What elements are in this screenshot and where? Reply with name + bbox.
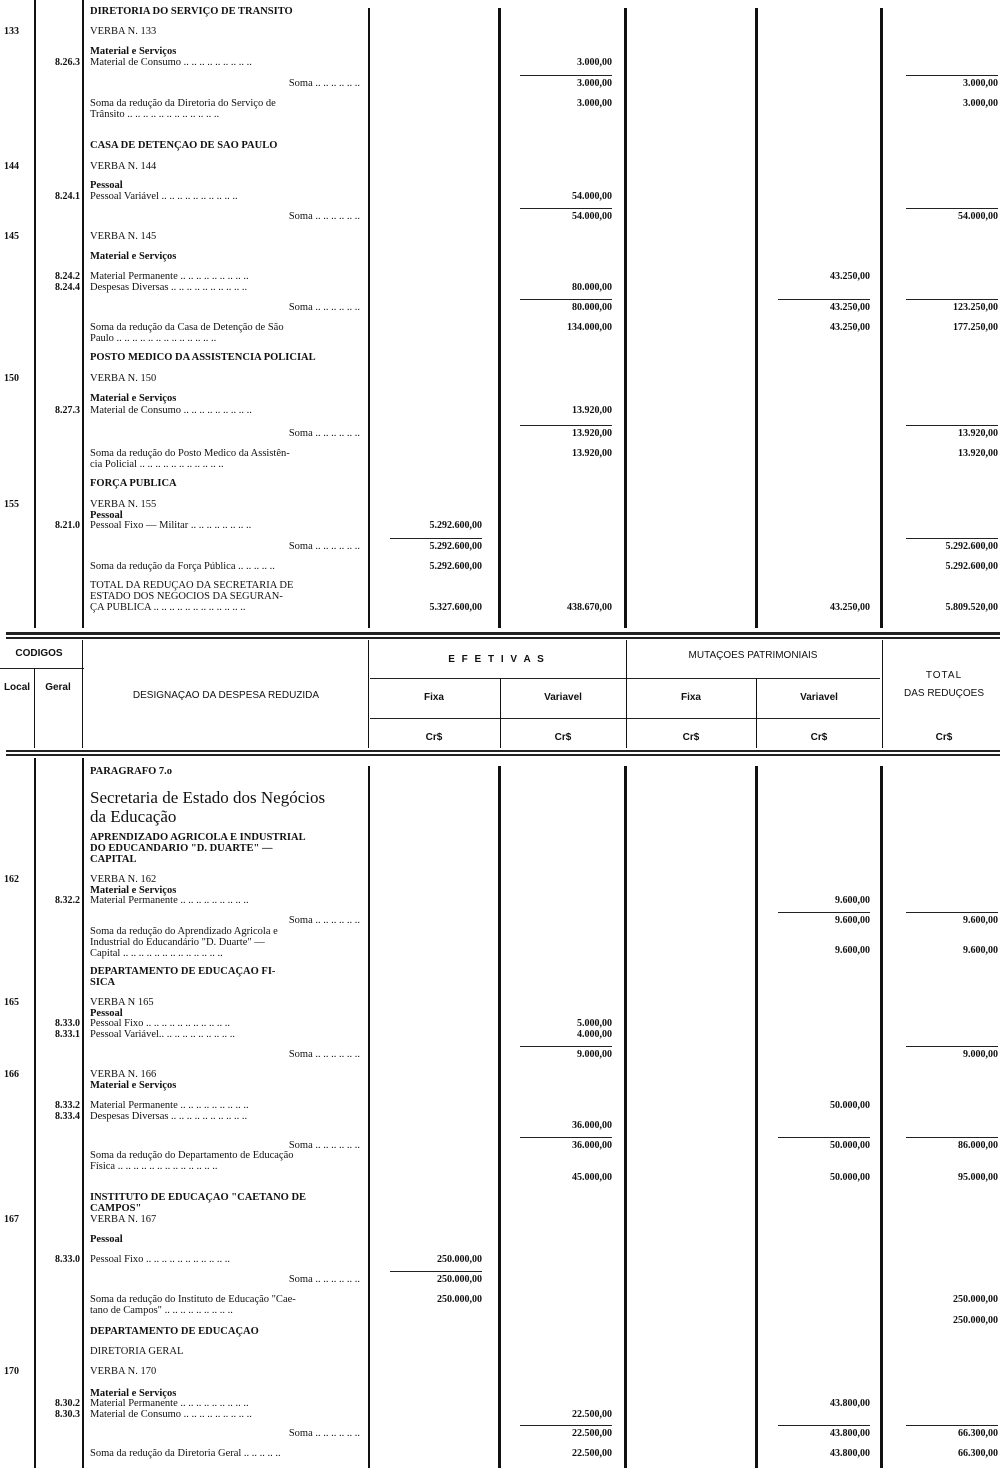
efetiva-variavel-value: 36.000,00 <box>572 1140 612 1151</box>
local-code: 166 <box>4 1069 19 1080</box>
sum-rule <box>906 299 998 300</box>
local-code: 145 <box>4 231 19 242</box>
expense-description: Secretaria de Estado dos Negócios da Educação <box>90 788 326 826</box>
geral-code: 8.32.2 <box>55 895 80 906</box>
efetiva-variavel-value: 3.000,00 <box>577 98 612 109</box>
column-rule <box>82 758 84 1468</box>
total-reducoes-value: 95.000,00 <box>958 1172 998 1183</box>
mutacao-variavel-value: 43.800,00 <box>830 1428 870 1439</box>
sum-rule <box>390 1271 482 1272</box>
header-codigos: CODIGOS <box>15 648 63 659</box>
expense-description: Soma .. .. .. .. .. .. <box>288 302 360 313</box>
expense-description: Material Permanente .. .. .. .. .. .. .. .. .. Despesas Diversas .. .. .. .. .. .. .. .. .. .. <box>90 1100 249 1122</box>
local-code: 162 <box>4 874 19 885</box>
total-reducoes-value: 9.600,00 <box>963 915 998 926</box>
column-rule <box>498 8 501 628</box>
sum-rule <box>906 75 998 76</box>
total-reducoes-value: 66.300,00 <box>958 1428 998 1439</box>
sum-rule <box>778 912 870 913</box>
local-code: 165 <box>4 997 19 1008</box>
local-code: 144 <box>4 161 19 172</box>
expense-description: Soma .. .. .. .. .. .. <box>288 78 360 89</box>
expense-description: PARAGRAFO 7.o <box>90 766 173 777</box>
column-rule <box>34 0 36 628</box>
header-rule <box>370 718 880 719</box>
total-reducoes-value: 54.000,00 <box>958 211 998 222</box>
expense-description: FORÇA PUBLICA <box>90 478 177 489</box>
expense-description: DIRETORIA DO SERVIÇO DE TRANSITO <box>90 6 293 17</box>
header-rule <box>370 678 880 679</box>
header-rule <box>6 754 1000 756</box>
expense-description: VERBA N. 145 <box>90 231 157 242</box>
expense-description: Soma da redução da Força Pública .. .. .. .. .. <box>90 561 275 572</box>
sum-rule <box>778 1137 870 1138</box>
column-rule <box>624 766 627 1468</box>
sum-rule <box>520 75 612 76</box>
efetiva-variavel-value: 9.000,00 <box>577 1049 612 1060</box>
column-rule <box>368 640 369 748</box>
expense-description: Soma da redução da Diretoria Geral .. .. .. .. .. <box>90 1448 281 1459</box>
expense-description: INSTITUTO DE EDUCAÇAO "CAETANO DE CAMPOS" <box>90 1192 307 1214</box>
expense-description: Material Permanente .. .. .. .. .. .. .. .. .. Despesas Diversas .. .. .. .. .. .. .. .. .. .. <box>90 271 249 293</box>
column-rule <box>368 766 370 1468</box>
expense-description: Material Permanente .. .. .. .. .. .. .. .. .. <box>90 895 249 906</box>
geral-code: 8.30.2 8.30.3 <box>55 1398 80 1420</box>
expense-description: Pessoal Fixo — Militar .. .. .. .. .. .. .. .. <box>90 520 252 531</box>
total-reducoes-value: 5.292.600,00 <box>945 561 998 572</box>
total-reducoes-value: 250.000,00 <box>953 1294 998 1305</box>
column-rule <box>82 0 84 628</box>
geral-code: 8.33.0 <box>55 1254 80 1265</box>
sum-rule <box>778 299 870 300</box>
header-mutacoes-fixa: Fixa <box>680 692 701 703</box>
header-rule <box>6 637 1000 639</box>
efetiva-variavel-value: 22.500,00 <box>572 1409 612 1420</box>
expense-description: VERBA N. 144 <box>90 161 157 172</box>
mutacao-variavel-value: 9.600,00 <box>835 945 870 956</box>
expense-description: Soma da redução do Instituto de Educação "Cae- tano de Campos" .. .. .. .. .. .. .. .. .. <box>90 1294 296 1316</box>
expense-description: VERBA N. 162 <box>90 874 157 885</box>
efetiva-variavel-value: 80.000,00 <box>572 282 612 293</box>
total-reducoes-value: 9.000,00 <box>963 1049 998 1060</box>
column-rule <box>880 766 883 1468</box>
expense-description: Soma .. .. .. .. .. .. <box>288 541 360 552</box>
efetiva-fixa-value: 250.000,00 <box>437 1274 482 1285</box>
total-reducoes-value: 9.600,00 <box>963 945 998 956</box>
expense-description: DEPARTAMENTO DE EDUCAÇAO <box>90 1326 259 1337</box>
total-reducoes-value: 86.000,00 <box>958 1140 998 1151</box>
column-rule <box>368 8 370 628</box>
total-reducoes-value: 5.809.520,00 <box>945 602 998 613</box>
column-rule <box>82 640 83 748</box>
expense-description: Material e Serviços <box>90 1388 177 1399</box>
column-rule <box>34 668 35 748</box>
expense-description: DEPARTAMENTO DE EDUCAÇAO FI- SICA <box>90 966 276 988</box>
sum-rule <box>906 1137 998 1138</box>
sum-rule <box>906 425 998 426</box>
expense-description: Material e Serviços <box>90 1080 177 1091</box>
total-reducoes-value: 13.920,00 <box>958 448 998 459</box>
mutacao-variavel-value: 43.800,00 <box>830 1398 870 1409</box>
efetiva-variavel-value: 54.000,00 <box>572 191 612 202</box>
efetiva-variavel-value: 22.500,00 <box>572 1428 612 1439</box>
sum-rule <box>906 912 998 913</box>
expense-description: TOTAL DA REDUÇAO DA SECRETARIA DE ESTADO DOS NEGOCIOS DA SEGURAN- ÇA PUBLICA .. .. .. .. .. .. .. .. .. .. .. .. <box>90 580 294 613</box>
total-reducoes-value: 13.920,00 <box>958 428 998 439</box>
efetiva-variavel-value: 22.500,00 <box>572 1448 612 1459</box>
expense-description: Material e Serviços <box>90 46 177 57</box>
header-rule <box>6 750 1000 752</box>
column-rule <box>755 8 758 628</box>
sum-rule <box>906 538 998 539</box>
efetiva-variavel-value: 134.000,00 <box>567 322 612 333</box>
sum-rule <box>906 1425 998 1426</box>
header-efetivas-fixa: Fixa <box>423 692 444 703</box>
mutacao-variavel-value: 50.000,00 <box>830 1100 870 1111</box>
mutacao-variavel-value: 43.250,00 <box>830 271 870 282</box>
mutacao-variavel-value: 50.000,00 <box>830 1172 870 1183</box>
header-total: TOTAL <box>925 670 963 681</box>
header-designacao: DESIGNAÇAO DA DESPESA REDUZIDA <box>132 690 320 701</box>
sum-rule <box>390 538 482 539</box>
geral-code: 8.33.2 8.33.4 <box>55 1100 80 1122</box>
efetiva-fixa-value: 5.327.600,00 <box>429 602 482 613</box>
local-code: 155 <box>4 499 19 510</box>
local-code: 150 <box>4 373 19 384</box>
column-rule <box>880 8 883 628</box>
header-mutacoes-variavel: Variavel <box>800 692 838 703</box>
header-cr-mut-variavel: Cr$ <box>810 732 828 743</box>
efetiva-variavel-value: 80.000,00 <box>572 302 612 313</box>
expense-description: Soma da redução do Departamento de Educação Física .. .. .. .. .. .. .. .. .. .. .. .. .. <box>90 1150 294 1172</box>
mutacao-variavel-value: 9.600,00 <box>835 915 870 926</box>
geral-code: 8.27.3 <box>55 405 80 416</box>
expense-description: Material Permanente .. .. .. .. .. .. .. .. .. Material de Consumo .. .. .. .. .. .. .. .. .. <box>90 1398 252 1420</box>
efetiva-variavel-value: 54.000,00 <box>572 211 612 222</box>
expense-description: Soma .. .. .. .. .. .. <box>288 1428 360 1439</box>
header-cr-fixa: Cr$ <box>425 732 443 743</box>
local-code: 133 <box>4 26 19 37</box>
efetiva-fixa-value: 5.292.600,00 <box>429 520 482 531</box>
expense-description: Soma .. .. .. .. .. .. <box>288 1049 360 1060</box>
expense-description: Material e Serviços <box>90 885 177 896</box>
expense-description: VERBA N. 166 <box>90 1069 157 1080</box>
efetiva-variavel-value: 13.920,00 <box>572 405 612 416</box>
expense-description: Material de Consumo .. .. .. .. .. .. .. .. .. <box>90 405 252 416</box>
expense-description: VERBA N. 155 <box>90 499 157 510</box>
column-rule <box>498 766 501 1468</box>
efetiva-variavel-value: 3.000,00 <box>577 78 612 89</box>
expense-description: Pessoal <box>90 1008 123 1019</box>
header-local: Local <box>3 682 31 693</box>
mutacao-variavel-value: 43.250,00 <box>830 302 870 313</box>
expense-description: Soma .. .. .. .. .. .. <box>288 428 360 439</box>
expense-description: Material e Serviços <box>90 251 177 262</box>
expense-description: Pessoal Fixo .. .. .. .. .. .. .. .. .. .. .. <box>90 1254 231 1265</box>
sum-rule <box>906 208 998 209</box>
expense-description: Soma da redução da Casa de Detenção de São Paulo .. .. .. .. .. .. .. .. .. .. .. .. .. <box>90 322 284 344</box>
mutacao-variavel-value: 50.000,00 <box>830 1140 870 1151</box>
sum-rule <box>778 1425 870 1426</box>
expense-description: Soma da redução do Posto Medico da Assistên- cia Policial .. .. .. .. .. .. .. .. .. .. .. <box>90 448 290 470</box>
expense-description: Pessoal Variável .. .. .. .. .. .. .. .. .. .. <box>90 191 238 202</box>
header-das-reducoes: DAS REDUÇOES <box>903 688 984 699</box>
expense-description: Soma .. .. .. .. .. .. <box>288 1140 360 1151</box>
sum-rule <box>906 1046 998 1047</box>
total-reducoes-value: 3.000,00 <box>963 78 998 89</box>
expense-description: Material de Consumo .. .. .. .. .. .. .. .. .. <box>90 57 252 68</box>
expense-description: VERBA N. 170 <box>90 1366 157 1377</box>
column-rule <box>882 640 883 748</box>
geral-code: 8.21.0 <box>55 520 80 531</box>
header-rule <box>6 632 1000 635</box>
column-rule <box>624 8 627 628</box>
expense-description: Pessoal <box>90 180 123 191</box>
efetiva-variavel-value: 5.000,00 <box>577 1018 612 1029</box>
efetiva-fixa-value: 250.000,00 <box>437 1294 482 1305</box>
expense-description: Soma .. .. .. .. .. .. <box>288 915 360 926</box>
geral-code: 8.24.2 8.24.4 <box>55 271 80 293</box>
header-cr-variavel: Cr$ <box>554 732 572 743</box>
expense-description: APRENDIZADO AGRICOLA E INDUSTRIAL DO EDUCANDARIO "D. DUARTE" — CAPITAL <box>90 832 306 865</box>
total-reducoes-value: 3.000,00 <box>963 98 998 109</box>
expense-description: Soma da redução do Aprendizado Agricola e Industrial do Educandário "D. Duarte" — Capital .. .. .. .. .. .. .. .. .. .. .. .. .. <box>90 926 278 959</box>
expense-description: VERBA N 165 <box>90 997 154 1008</box>
header-efetivas-variavel: Variavel <box>544 692 582 703</box>
expense-description: Soma .. .. .. .. .. .. <box>288 211 360 222</box>
total-reducoes-value: 5.292.600,00 <box>945 541 998 552</box>
mutacao-variavel-value: 9.600,00 <box>835 895 870 906</box>
expense-description: Material e Serviços <box>90 393 177 404</box>
sum-rule <box>520 425 612 426</box>
expense-description: Pessoal Fixo .. .. .. .. .. .. .. .. .. .. .. Pessoal Variável.. .. .. .. .. .. .. .. .. .. <box>90 1018 236 1040</box>
efetiva-variavel-value: 438.670,00 <box>567 602 612 613</box>
total-reducoes-value: 250.000,00 <box>953 1315 998 1326</box>
header-cr-total: Cr$ <box>935 732 953 743</box>
efetiva-variavel-value: 3.000,00 <box>577 57 612 68</box>
expense-description: Pessoal <box>90 1234 123 1245</box>
geral-code: 8.24.1 <box>55 191 80 202</box>
expense-description: DIRETORIA GERAL <box>90 1346 184 1357</box>
efetiva-variavel-value: 4.000,00 <box>577 1029 612 1040</box>
expense-description: VERBA N. 133 <box>90 26 157 37</box>
efetiva-fixa-value: 5.292.600,00 <box>429 561 482 572</box>
efetiva-variavel-value: 36.000,00 <box>572 1120 612 1131</box>
efetiva-variavel-value: 13.920,00 <box>572 428 612 439</box>
header-efetivas: E F E T I V A S <box>448 654 546 665</box>
efetiva-variavel-value: 45.000,00 <box>572 1172 612 1183</box>
sum-rule <box>520 1137 612 1138</box>
expense-description: Soma da redução da Diretoria do Serviço de Trânsito .. .. .. .. .. .. .. .. .. .. .. .. <box>90 98 276 120</box>
total-reducoes-value: 177.250,00 <box>953 322 998 333</box>
sum-rule <box>520 1046 612 1047</box>
expense-description: VERBA N. 150 <box>90 373 157 384</box>
header-mutacoes: MUTAÇOES PATRIMONIAIS <box>688 650 818 661</box>
column-rule <box>755 766 758 1468</box>
column-rule <box>756 678 757 748</box>
mutacao-variavel-value: 43.250,00 <box>830 602 870 613</box>
efetiva-fixa-value: 250.000,00 <box>437 1254 482 1265</box>
local-code: 167 <box>4 1214 19 1225</box>
expense-description: CASA DE DETENÇAO DE SAO PAULO <box>90 140 278 151</box>
column-rule <box>500 678 501 748</box>
header-rule <box>0 668 84 669</box>
efetiva-variavel-value: 13.920,00 <box>572 448 612 459</box>
expense-description: VERBA N. 167 <box>90 1214 157 1225</box>
total-reducoes-value: 123.250,00 <box>953 302 998 313</box>
expense-description: Pessoal <box>90 510 123 521</box>
expense-description: POSTO MEDICO DA ASSISTENCIA POLICIAL <box>90 352 316 363</box>
mutacao-variavel-value: 43.250,00 <box>830 322 870 333</box>
header-geral: Geral <box>45 682 71 693</box>
geral-code: 8.33.0 8.33.1 <box>55 1018 80 1040</box>
mutacao-variavel-value: 43.800,00 <box>830 1448 870 1459</box>
sum-rule <box>520 1425 612 1426</box>
header-cr-mut-fixa: Cr$ <box>682 732 700 743</box>
efetiva-fixa-value: 5.292.600,00 <box>429 541 482 552</box>
geral-code: 8.26.3 <box>55 57 80 68</box>
expense-description: Soma .. .. .. .. .. .. <box>288 1274 360 1285</box>
column-rule <box>626 640 627 748</box>
total-reducoes-value: 66.300,00 <box>958 1448 998 1459</box>
local-code: 170 <box>4 1366 19 1377</box>
sum-rule <box>520 299 612 300</box>
sum-rule <box>520 208 612 209</box>
